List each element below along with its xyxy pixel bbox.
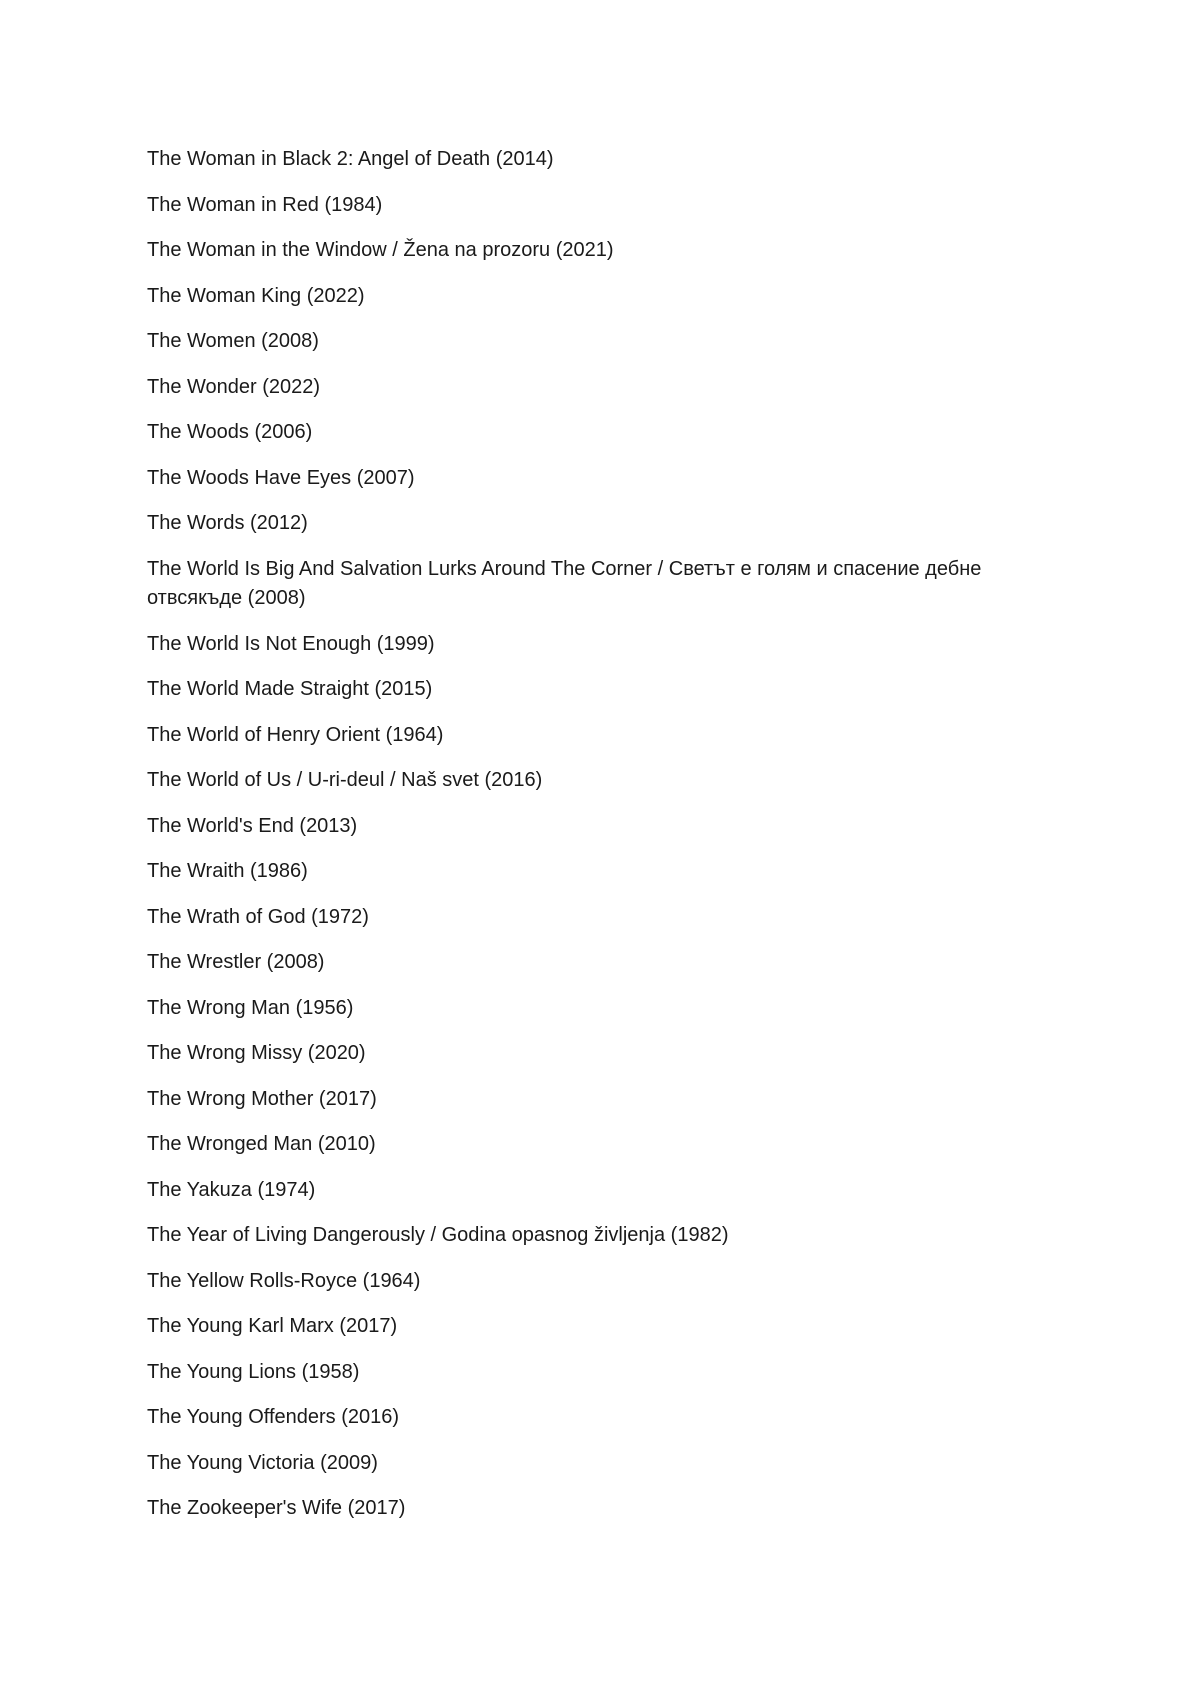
film-list-item: The Wrestler (2008) <box>147 951 325 973</box>
film-list-item: The World Is Not Enough (1999) <box>147 632 435 655</box>
film-list-item: The Woman in Red (1984) <box>147 193 383 216</box>
film-list-item: The Wrong Man (1956) <box>147 996 354 1019</box>
film-list-item: The Women (2008) <box>147 330 319 352</box>
film-list-item: The Words (2012) <box>147 512 308 534</box>
film-list-item: The World of Henry Orient (1964) <box>147 723 444 746</box>
film-list-item: The Young Lions (1958) <box>147 1360 360 1383</box>
film-list-item: The World Made Straight (2015) <box>147 678 433 700</box>
film-list-item: The Wrong Missy (2020) <box>147 1042 366 1064</box>
film-list-item: The Young Karl Marx (2017) <box>147 1315 398 1337</box>
film-list-item: The Zookeeper's Wife (2017) <box>147 1497 406 1519</box>
film-list-item: The Woods (2006) <box>147 421 313 443</box>
film-list-item: The Year of Living Dangerously / Godina opasnog življenja (1982) <box>147 1224 729 1246</box>
film-list-item: The Woman in the Window / Žena na prozoru (2021) <box>147 239 614 261</box>
film-list-item: The Woman in Black 2: Angel of Death (2014) <box>147 148 554 170</box>
film-list-item: The Wronged Man (2010) <box>147 1133 376 1155</box>
film-list-item: The Wraith (1986) <box>147 860 308 882</box>
film-list-item: The Yellow Rolls-Royce (1964) <box>147 1269 421 1292</box>
film-list-item: The World Is Big And Salvation Lurks Around The Corner / Светът е голям и спасение дебне отвсякъде (2008) <box>147 557 982 609</box>
film-list-item: The Wonder (2022) <box>147 375 321 398</box>
film-list-item: The Wrong Mother (2017) <box>147 1087 377 1110</box>
film-list-item: The Yakuza (1974) <box>147 1178 316 1201</box>
film-list-item: The Young Offenders (2016) <box>147 1406 400 1428</box>
film-list-item: The Young Victoria (2009) <box>147 1451 378 1474</box>
film-list-item: The World of Us / U-ri-deul / Naš svet (2016) <box>147 769 543 791</box>
film-list-item: The Wrath of God (1972) <box>147 905 369 928</box>
film-list-item: The Woman King (2022) <box>147 284 365 307</box>
film-list-item: The World's End (2013) <box>147 814 358 837</box>
film-list-item: The Woods Have Eyes (2007) <box>147 466 415 489</box>
film-list <box>147 145 1027 1540</box>
